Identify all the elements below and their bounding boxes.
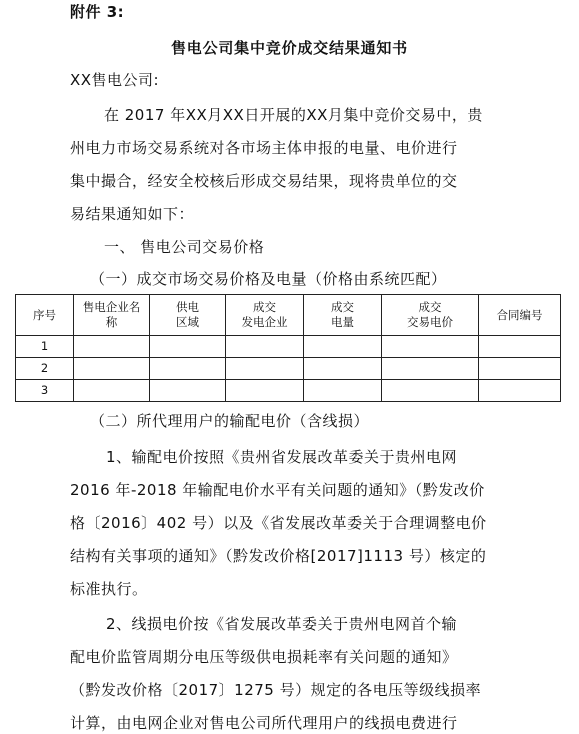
header-cell-index: 序号: [16, 295, 74, 336]
section-heading: 一、 售电公司交易价格: [104, 238, 265, 256]
header-cell-company: 售电企业名 称: [74, 295, 150, 336]
item-line: 结构有关事项的通知》（黔发改价格[2017]1113 号）核定的: [70, 547, 487, 565]
table-cell: [304, 380, 382, 402]
table-cell: [150, 336, 226, 358]
table-row: [16, 380, 561, 402]
table-cell: [74, 336, 150, 358]
item-line: 配电价监管周期分电压等级供电损耗率有关问题的通知》: [70, 648, 458, 666]
table-cell: [382, 380, 479, 402]
table-cell: [226, 336, 304, 358]
intro-line: 集中撮合，经安全校核后形成交易结果，现将贵单位的交: [70, 172, 458, 190]
table-row: [16, 336, 561, 358]
table-cell: [304, 358, 382, 380]
table-cell: [382, 336, 479, 358]
item-line: 计算，由电网企业对售电公司所代理用户的线损电费进行: [70, 714, 458, 732]
table-cell: [150, 358, 226, 380]
table-row: [16, 358, 561, 380]
table-cell: [382, 358, 479, 380]
table-cell: 1: [16, 336, 74, 358]
table-cell: [479, 336, 561, 358]
header-cell-contract: 合同编号: [479, 295, 561, 336]
subsection-heading: （一）成交市场交易价格及电量（价格由系统匹配）: [90, 270, 447, 288]
intro-line: 州电力市场交易系统对各市场主体申报的电量、电价进行: [70, 139, 458, 157]
table-cell: [226, 380, 304, 402]
header-cell-generator: 成交 发电企业: [226, 295, 304, 336]
table-cell: [74, 380, 150, 402]
table-cell: [150, 380, 226, 402]
header-cell-volume: 成交 电量: [304, 295, 382, 336]
subsection-heading: （二）所代理用户的输配电价（含线损）: [90, 412, 370, 430]
item-line: 1、输配电价按照《贵州省发展改革委关于贵州电网: [106, 448, 458, 466]
salutation: XX售电公司:: [70, 71, 160, 89]
item-line: 格〔2016〕402 号）以及《省发展改革委关于合理调整电价: [70, 514, 487, 532]
table-cell: [74, 358, 150, 380]
item-line: （黔发改价格〔2017〕1275 号）规定的各电压等级线损率: [70, 681, 482, 699]
item-line: 2、线损电价按《省发展改革委关于贵州电网首个输: [106, 615, 458, 633]
item-line: 标准执行。: [70, 580, 148, 598]
attachment-label: 附件 3:: [70, 3, 125, 21]
transaction-result-table: [15, 294, 561, 402]
table-cell: 2: [16, 358, 74, 380]
item-line: 2016 年-2018 年输配电价水平有关问题的通知》（黔发改价: [70, 481, 485, 499]
intro-line: 易结果通知如下：: [70, 205, 195, 223]
table-cell: [226, 358, 304, 380]
table-cell: 3: [16, 380, 74, 402]
header-cell-region: 供电 区域: [150, 295, 226, 336]
intro-line: 在 2017 年XX月XX日开展的XX月集中竞价交易中，贵: [104, 106, 483, 124]
header-cell-price: 成交 交易电价: [382, 295, 479, 336]
table-cell: [479, 358, 561, 380]
table-header-row: [16, 295, 561, 336]
document-title: 售电公司集中竞价成交结果通知书: [170, 39, 408, 57]
table-cell: [304, 336, 382, 358]
table-cell: [479, 380, 561, 402]
